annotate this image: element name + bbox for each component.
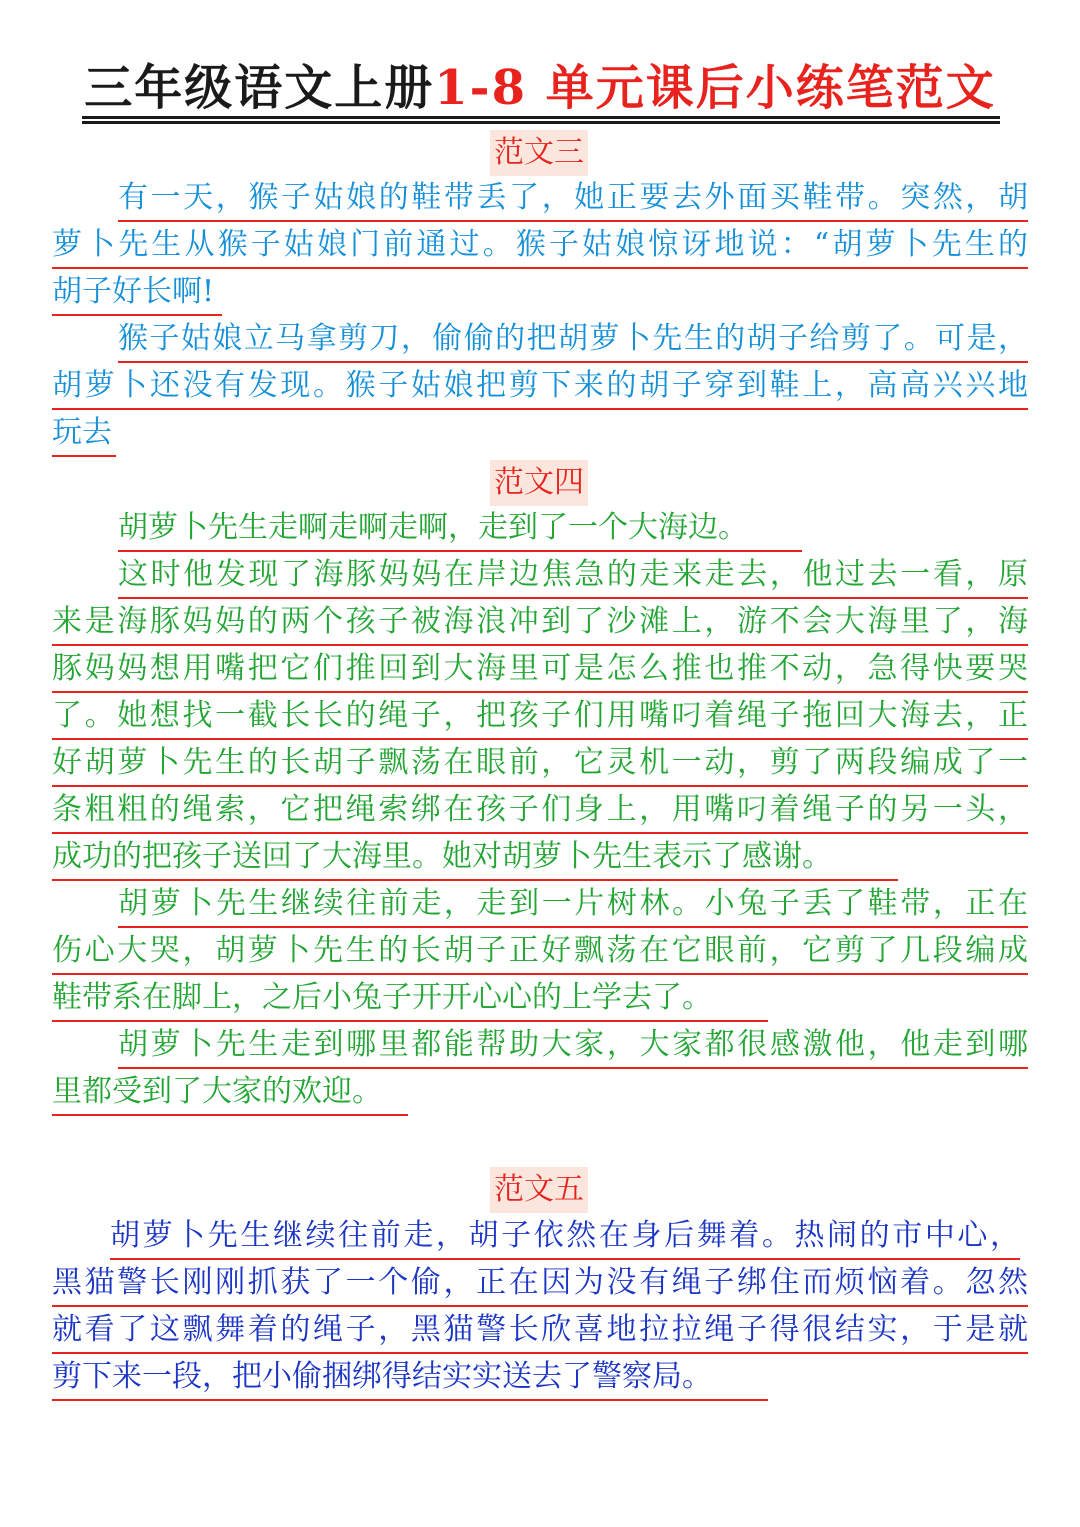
- text-line: [52, 1216, 1028, 1263]
- text-line: [52, 272, 1028, 319]
- line-text: 剪下来一段，把小偷捆绑得结实实送去了警察局。: [52, 1357, 768, 1401]
- text-line: [52, 1263, 1028, 1310]
- page-title: [0, 56, 1080, 120]
- line-text: 就看了这飘舞着的绳子，黑猫警长欣喜地拉拉绳子得很结实，于是就: [52, 1310, 1028, 1354]
- text-line: [52, 931, 1028, 978]
- line-text: 胡萝卜先生走到哪里都能帮助大家，大家都很感激他，他走到哪: [118, 1025, 1028, 1069]
- line-text: 了。她想找一截长长的绳子，把孩子们用嘴叼着绳子拖回大海去，正: [52, 696, 1028, 740]
- line-text: 萝卜先生从猴子姑娘门前通过。猴子姑娘惊讶地说：“胡萝卜先生的: [52, 225, 1028, 269]
- text-line: [52, 366, 1028, 413]
- text-line: [52, 319, 1028, 366]
- line-text: 条粗粗的绳索，它把绳索绑在孩子们身上，用嘴叼着绳子的另一头，: [52, 790, 1028, 834]
- line-text: 豚妈妈想用嘴把它们推回到大海里可是怎么推也推不动，急得快要哭: [52, 649, 1028, 693]
- text-line: [52, 978, 1028, 1025]
- line-text: 成功的把孩子送回了大海里。她对胡萝卜先生表示了感谢。: [52, 837, 898, 881]
- line-text: 好胡萝卜先生的长胡子飘荡在眼前，它灵机一动，剪了两段编成了一: [52, 743, 1028, 787]
- section-body-5: [52, 1216, 1028, 1404]
- line-text: 这时他发现了海豚妈妈在岸边焦急的走来走去，他过去一看，原: [118, 555, 1028, 599]
- line-text: 胡萝卜先生继续往前走，走到一片树林。小兔子丢了鞋带，正在: [118, 884, 1028, 928]
- text-line: [52, 602, 1028, 649]
- line-text: 黑猫警长刚刚抓获了一个偷，正在因为没有绳子绑住而烦恼着。忽然: [52, 1263, 1028, 1307]
- line-text: 来是海豚妈妈的两个孩子被海浪冲到了沙滩上，游不会大海里了，海: [52, 602, 1028, 646]
- line-text: 有一天，猴子姑娘的鞋带丢了，她正要去外面买鞋带。突然，胡: [118, 178, 1028, 222]
- text-line: [52, 413, 1028, 460]
- text-line: [52, 1357, 1028, 1404]
- line-text: 鞋带系在脚上，之后小兔子开开心心的上学去了。: [52, 978, 768, 1022]
- line-text: 胡萝卜先生继续往前走，胡子依然在身后舞着。热闹的市中心，: [110, 1216, 1020, 1260]
- text-line: [52, 743, 1028, 790]
- text-line: [52, 178, 1028, 225]
- title-black-part: 三年级语文上册: [84, 60, 435, 116]
- line-text: 伤心大哭，胡萝卜先生的长胡子正好飘荡在它眼前，它剪了几段编成: [52, 931, 1028, 975]
- text-line: [52, 555, 1028, 602]
- section-body-4: [52, 508, 1028, 1119]
- line-text: 胡萝卜先生走啊走啊走啊，走到了一个大海边。: [118, 508, 802, 552]
- line-text: 胡萝卜还没有发现。猴子姑娘把剪下来的胡子穿到鞋上，高高兴兴地: [52, 366, 1028, 410]
- section-heading-4: 范文四: [490, 460, 588, 506]
- section-body-3: [52, 178, 1028, 460]
- title-underline-top: [82, 116, 1000, 119]
- text-line: [52, 696, 1028, 743]
- section-heading-3: 范文三: [490, 130, 588, 176]
- title-red-part: 1-8 单元课后小练笔范文: [434, 60, 996, 116]
- line-text: 胡子好长啊!: [52, 272, 222, 316]
- text-line: [52, 649, 1028, 696]
- line-text: 猴子姑娘立马拿剪刀，偷偷的把胡萝卜先生的胡子给剪了。可是，: [118, 319, 1028, 363]
- section-heading-5: 范文五: [490, 1167, 588, 1213]
- text-line: [52, 1072, 1028, 1119]
- text-line: [52, 225, 1028, 272]
- text-line: [52, 508, 1028, 555]
- line-text: 玩去: [52, 413, 116, 457]
- text-line: [52, 1025, 1028, 1072]
- text-line: [52, 837, 1028, 884]
- title-underline-bottom: [82, 121, 1000, 124]
- text-line: [52, 790, 1028, 837]
- text-line: [52, 884, 1028, 931]
- text-line: [52, 1310, 1028, 1357]
- line-text: 里都受到了大家的欢迎。: [52, 1072, 408, 1116]
